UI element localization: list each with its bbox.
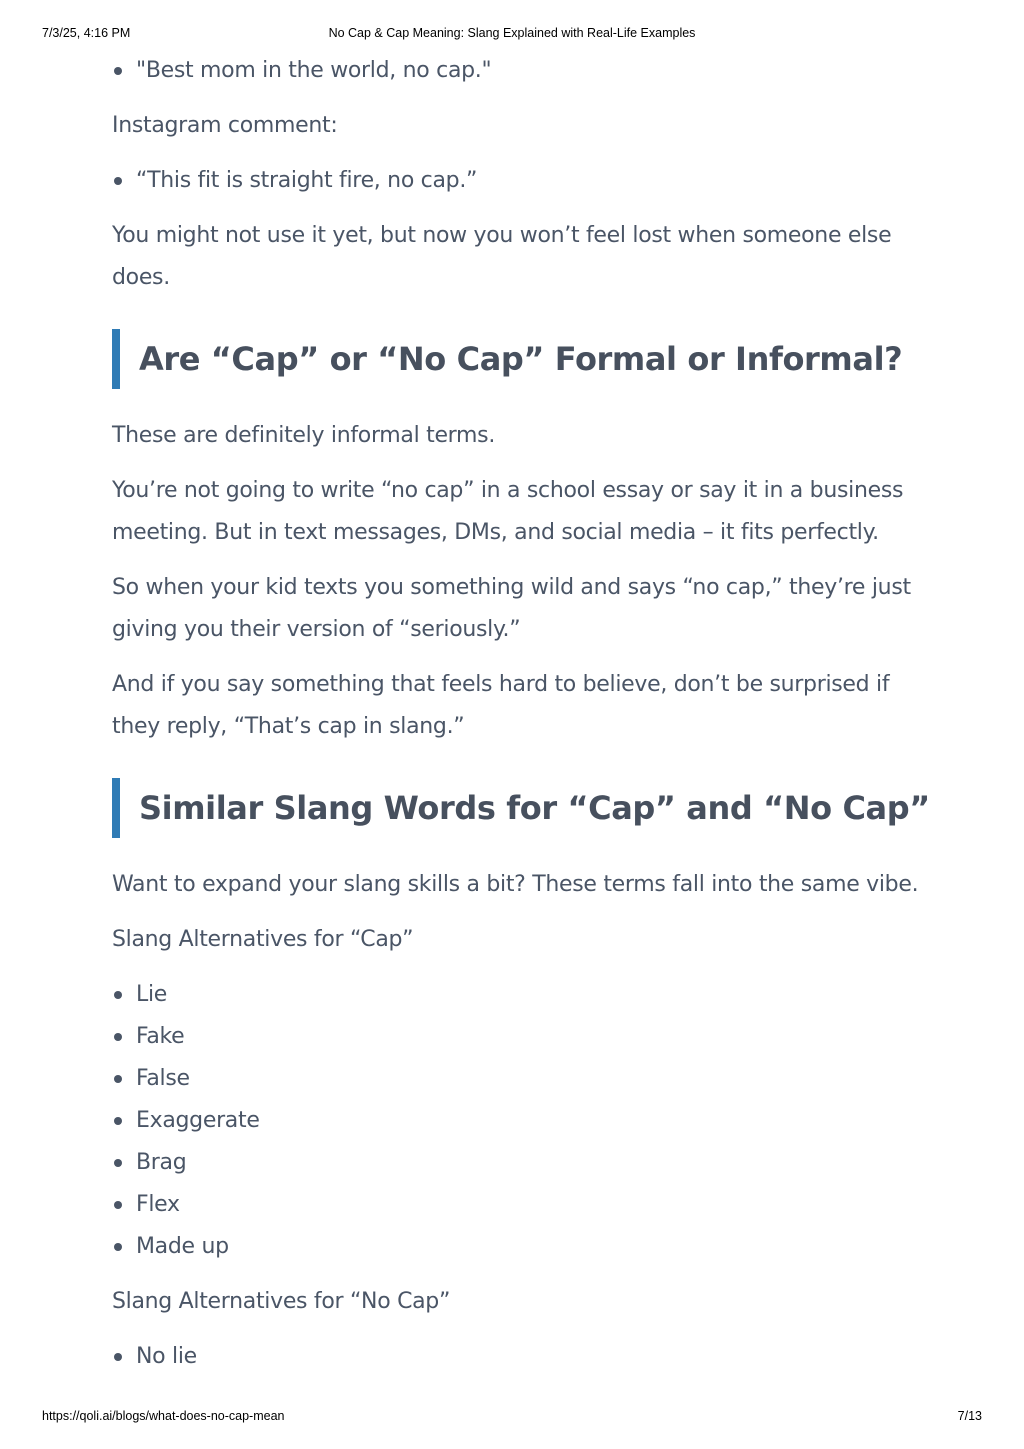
bullet-icon — [114, 1075, 122, 1083]
list-item — [112, 1142, 942, 1184]
list-item — [112, 1100, 942, 1142]
bullet-icon — [114, 67, 122, 75]
print-footer — [42, 1409, 982, 1425]
cap-alternatives-label: Slang Alternatives for “Cap” — [112, 927, 414, 952]
cap-alternatives-list — [112, 974, 942, 1268]
list-item-text: Fake — [136, 1024, 185, 1049]
heading-accent-bar — [112, 778, 120, 838]
section-intro: Want to expand your slang skills a bit? These terms fall into the same vibe. — [112, 872, 919, 897]
list-item — [112, 50, 942, 92]
example-list-2 — [112, 160, 942, 202]
paragraph: You’re not going to write “no cap” in a school essay or say it in a business meeting. But in text messages, DMs, and social media – it fits perfectly. — [112, 478, 904, 545]
print-page-number: 7/13 — [957, 1409, 982, 1423]
bullet-icon — [114, 1033, 122, 1041]
paragraph: So when your kid texts you something wild and says “no cap,” they’re just giving you their version of “seriously.” — [112, 575, 911, 642]
list-item — [112, 1058, 942, 1100]
list-item-text: Lie — [136, 982, 168, 1007]
list-item-text: "Best mom in the world, no cap." — [136, 58, 492, 83]
instagram-label: Instagram comment: — [112, 113, 338, 138]
bullet-icon — [114, 1159, 122, 1167]
section-heading-text: Similar Slang Words for “Cap” and “No Cap” — [139, 789, 930, 827]
section-heading-similar-slang — [112, 778, 942, 838]
list-item-text: Made up — [136, 1234, 229, 1259]
list-item — [112, 160, 942, 202]
section-heading-formality — [112, 329, 942, 389]
list-item-text: Flex — [136, 1192, 180, 1217]
bullet-icon — [114, 991, 122, 999]
print-header — [42, 26, 982, 42]
list-item — [112, 1336, 942, 1378]
list-item-text: “This fit is straight fire, no cap.” — [136, 168, 478, 193]
bullet-icon — [114, 1353, 122, 1361]
nocap-alternatives-list — [112, 1336, 942, 1378]
list-item — [112, 1226, 942, 1268]
bullet-icon — [114, 177, 122, 185]
list-item — [112, 974, 942, 1016]
heading-accent-bar — [112, 329, 120, 389]
bullet-icon — [114, 1243, 122, 1251]
list-item-text: False — [136, 1066, 190, 1091]
example-list-1 — [112, 50, 942, 92]
print-datetime: 7/3/25, 4:16 PM — [42, 26, 131, 40]
list-item-text: No lie — [136, 1344, 197, 1369]
bullet-icon — [114, 1117, 122, 1125]
list-item — [112, 1016, 942, 1058]
closing-paragraph: You might not use it yet, but now you won’t feel lost when someone else does. — [112, 223, 892, 290]
list-item-text: Exaggerate — [136, 1108, 260, 1133]
print-page-title: No Cap & Cap Meaning: Slang Explained with Real-Life Examples — [328, 26, 696, 40]
section-heading-text: Are “Cap” or “No Cap” Formal or Informal? — [139, 340, 903, 378]
bullet-icon — [114, 1201, 122, 1209]
nocap-alternatives-label: Slang Alternatives for “No Cap” — [112, 1289, 451, 1314]
paragraph: These are definitely informal terms. — [112, 423, 496, 448]
paragraph: And if you say something that feels hard to believe, don’t be surprised if they reply, “That’s cap in slang.” — [112, 672, 890, 739]
article-content — [112, 50, 942, 1378]
print-url: https://qoli.ai/blogs/what-does-no-cap-mean — [42, 1409, 285, 1423]
list-item-text: Brag — [136, 1150, 187, 1175]
list-item — [112, 1184, 942, 1226]
